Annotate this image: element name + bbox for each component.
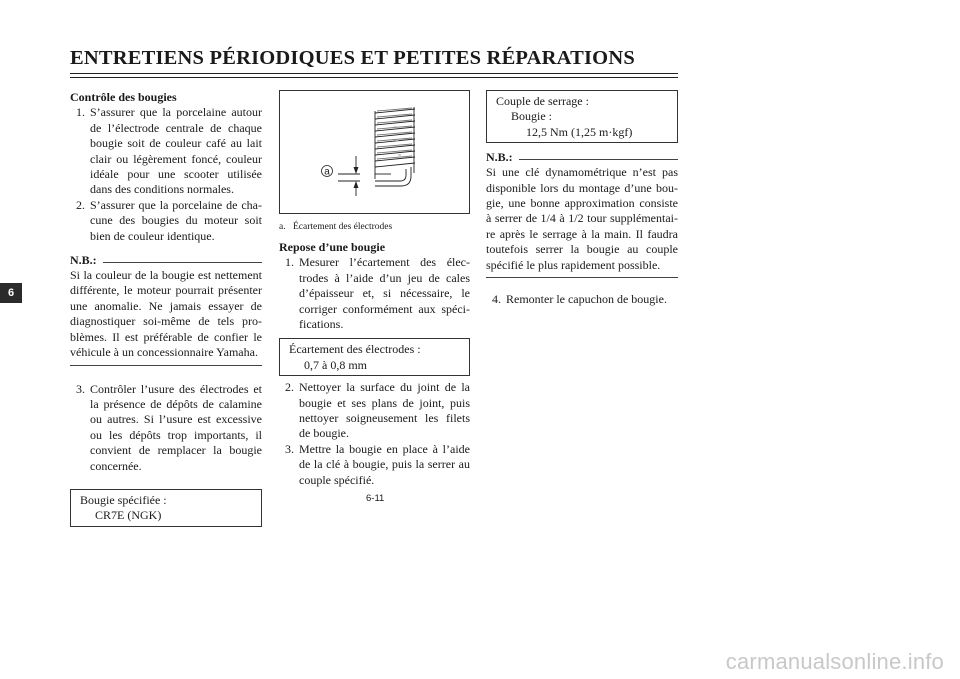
figure-caption — [279, 221, 470, 233]
figure-callout-a: a — [324, 166, 330, 178]
note-rule — [103, 262, 262, 263]
step-number: 1. — [285, 255, 294, 270]
step-number: 2. — [285, 380, 294, 395]
note-header — [70, 253, 262, 268]
page-number: 6-11 — [366, 493, 385, 504]
step-text: S’assurer que la porcelaine de cha-cune des bougies du moteur soit bien de couleur identique. — [90, 197, 262, 243]
step-text: S’assurer que la porcelaine autour de l’électrode centrale de chaque bougie soit de couleur café au lait clair ou légèrement foncé, couleur idéale pour une scooter utilisée dans des conditions normales. — [90, 105, 262, 197]
electrode-gap-figure — [279, 90, 470, 214]
note-header — [486, 150, 678, 165]
step-number: 1. — [76, 105, 85, 120]
note-text: Si une clé dynamométrique n’est pas disponible lors du montage d’une bou-gie, une bonne approximation consiste à serrer de 1/4 à 1/2 tour supplémentai-re après le serrage à la main. Il faudra toutefois serrer la bougie au couple spécifié le plus rapidement possible. — [486, 165, 678, 272]
steps-list-install — [279, 380, 470, 488]
note-rule — [519, 159, 678, 160]
note-label: N.B.: — [70, 253, 97, 268]
torque-value: 12,5 Nm (1,25 m·kgf) — [526, 124, 633, 139]
title-rule-thin — [70, 77, 678, 78]
note-text: Si la couleur de la bougie est nettement différente, le moteur pourrait présenter une anomalie. Ne jamais essayer de diagnostiquer soi-même de tels pro-blèmes. Il est préférable de confier le véhicule à un concessionnaire Yamaha. — [70, 268, 262, 360]
step-text: Remonter le capuchon de bougie. — [506, 292, 667, 307]
spec-value: CR7E (NGK) — [95, 508, 162, 523]
steps-list-check — [70, 105, 262, 244]
page-title: ENTRETIENS PÉRIODIQUES ET PETITES RÉPARATIONS — [70, 47, 635, 69]
spec-label: Écartement des électrodes : — [289, 342, 421, 357]
step-number: 3. — [285, 441, 294, 456]
step-text: Contrôler l’usure des électrodes et la présence de dépôts de calamine ou autres. Si l’usure est excessive ou les dépôts trop importants, il convient de remplacer la bougie concernée. — [90, 381, 262, 473]
spark-plug-illustration — [280, 91, 470, 213]
caption-letter: a. — [279, 222, 286, 232]
step-item — [70, 105, 262, 197]
section-heading-installation: Repose d’une bougie — [279, 240, 386, 254]
spec-label: Bougie spécifiée : — [80, 492, 167, 507]
title-rule-thick — [70, 73, 678, 74]
steps-list-wear — [70, 382, 262, 474]
step-number: 3. — [76, 381, 85, 396]
torque-spec-box — [486, 90, 678, 143]
torque-label: Couple de serrage : — [496, 94, 589, 108]
step-item — [486, 292, 678, 307]
column-1 — [70, 90, 262, 527]
step-number: 4. — [492, 292, 501, 307]
step-text: Mesurer l’écartement des élec-trodes à l’aide d’un jeu de cales d’épaisseur et, si nécessaire, le corriger conformément aux spéci-fications. — [299, 255, 470, 332]
steps-list-gap — [279, 255, 470, 332]
steps-list-final — [486, 292, 678, 307]
step-item — [70, 198, 262, 244]
spec-value: 0,7 à 0,8 mm — [304, 357, 367, 372]
electrode-gap-spec-box — [279, 338, 470, 376]
step-item — [70, 382, 262, 474]
section-heading-spark-plug-check: Contrôle des bougies — [70, 90, 177, 104]
watermark: carmanualsonline.info — [725, 648, 944, 674]
step-text: Mettre la bougie en place à l’aide de la clé à bougie, puis la serrer au couple spécifié. — [299, 441, 470, 487]
column-2 — [279, 90, 470, 488]
step-item — [279, 255, 470, 332]
step-number: 2. — [76, 197, 85, 212]
step-text: Nettoyer la surface du joint de la bougie et ses plans de joint, puis nettoyer soigneusement les filets de bougie. — [299, 380, 470, 441]
chapter-tab: 6 — [0, 283, 22, 303]
caption-text: Écartement des électrodes — [293, 222, 393, 232]
note-label: N.B.: — [486, 150, 513, 165]
spark-plug-spec-box — [70, 489, 262, 527]
column-3 — [486, 90, 678, 307]
torque-item: Bougie : — [511, 109, 552, 124]
step-item — [279, 380, 470, 442]
step-item — [279, 442, 470, 488]
